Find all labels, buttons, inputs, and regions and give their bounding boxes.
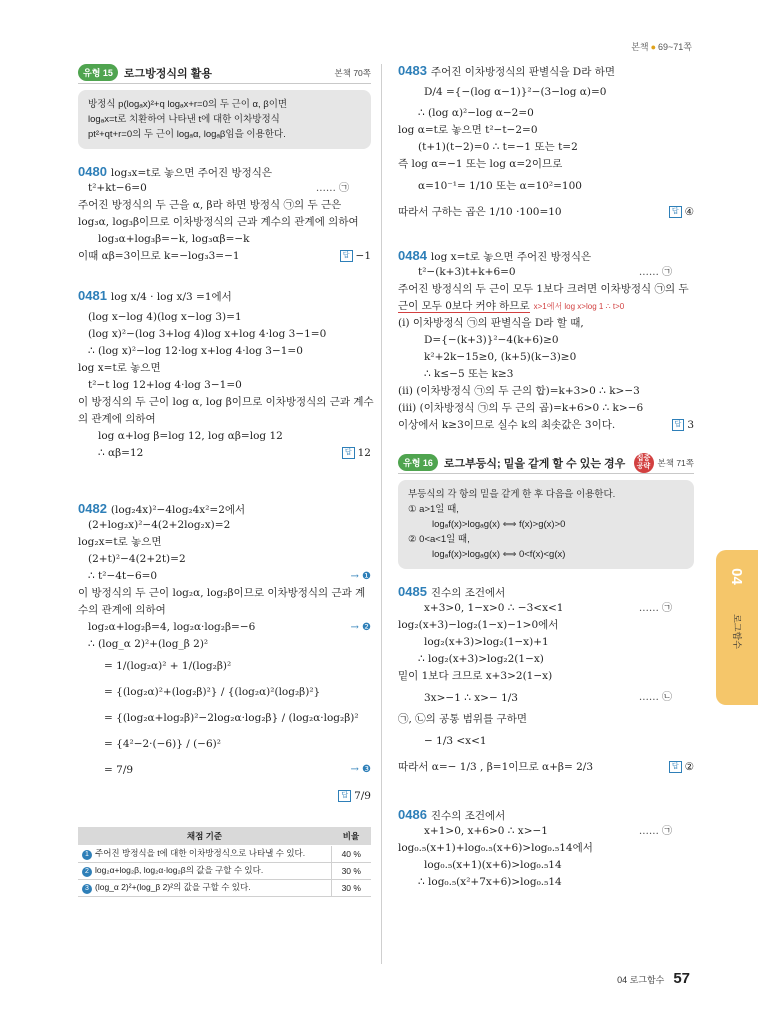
problem-number: 0483 — [398, 63, 427, 78]
answer: 답 ② — [669, 754, 694, 780]
answer: 답 3 — [672, 417, 694, 434]
problem-0486: 0486 진수의 조건에서 x+1>0, x+6>0 ∴ x>−1 …… ㉠ log₀.₅(x+1)+log₀.₅(x+6)>log₀.₅14에서 log₀.₅(x+1)(x+6)>log₀.₅14 ∴ log₀.₅(x²+7x+6)>log₀.₅14 — [398, 807, 672, 888]
problem-number: 0486 — [398, 807, 427, 822]
problem-number: 0484 — [398, 248, 427, 263]
margin-note: x>1에서 log x>log 1 ∴ t>0 — [533, 302, 625, 311]
step-number-icon: 2 — [82, 867, 92, 877]
left-column — [78, 62, 374, 897]
problem-0485: 0485 진수의 조건에서 x+3>0, 1−x>0 ∴ −3<x<1 …… ㉠ log₂(x+3)−log₂(1−x)−1>0에서 log₂(x+3)>log₂(1−x)+1 ∴ log₂(x+3)>log₂2(1−x) 밑이 1보다 크므로 x+3>2(1−x) 3x>−1 ∴ x>− 1/3 …… ㉡ ㉠, ㉡의 공통 범위를 구하면 − 1/3 <x<1 따라서 α=− 1/3 , β=1이므로 α+β= 2/3 답 ② — [398, 583, 694, 780]
type16-header — [398, 452, 694, 474]
problem-number: 0481 — [78, 288, 107, 303]
problem-number: 0485 — [398, 584, 427, 599]
answer: 답 7/9 — [338, 783, 371, 809]
problem-number: 0482 — [78, 501, 107, 516]
table-row: 2 log₂α+log₂β, log₂α·log₂β의 값을 구할 수 있다. 30 % — [78, 862, 371, 879]
footer-chapter-label: 04 로그함수 — [617, 975, 665, 985]
answer-icon: 답 — [669, 761, 682, 773]
type16-summary: 부등식의 각 항의 밑을 같게 한 후 다음을 이용한다. ① a>1일 때, logₐf(x)>logₐg(x) ⟺ f(x)>g(x)>0 ② 0<a<1일 때, logₐf(x)>logₐg(x) ⟺ 0<f(x)<g(x) — [398, 480, 694, 569]
grading-header-ratio: 비율 — [331, 827, 371, 845]
page-reference: 본책 ● 69~71쪽 — [631, 42, 692, 52]
table-row: 3 (log_α 2)²+(log_β 2)²의 값을 구할 수 있다. 30 % — [78, 879, 371, 896]
type15-badge: 유형 15 — [78, 64, 118, 81]
answer: 답 12 — [342, 445, 371, 462]
answer-icon: 답 — [338, 790, 351, 802]
right-column — [398, 62, 694, 909]
type15-title: 로그방정식의 활용 — [123, 67, 212, 80]
type15-header — [78, 62, 371, 84]
answer-icon: 답 — [669, 206, 682, 218]
step-number-icon: 3 — [82, 884, 92, 894]
page-number: 57 — [673, 970, 690, 987]
problem-0480: 0480 log₃x=t로 놓으면 주어진 방정식은 t²+kt−6=0 …… ㉠ 주어진 방정식의 두 근을 α, β라 하면 방정식 ㉠의 두 근은 log₃α, log₃β이므로 이차방정식의 근과 계수의 관계에 의하여 log₃α+log₃β=−k, log₃αβ=−k 이때 αβ=3이므로 k=−log₃3=−1 답 −1 — [78, 163, 371, 265]
problem-0482: 0482 (log₂4x)²−4log₂4x²=2에서 (2+log₂x)²−4(2+2log₂x)=2 log₂x=t로 놓으면 (2+t)²−4(2+2t)=2 ∴ t²−4t−6=0 → ❶ 이 방정식의 두 근이 log₂α, log₂β이므로 이차방정식의 근과 계 수의 관계에 의하여 log₂α+log₂β=4, log₂α·log₂β=−6 → ❷ ∴ (log_α 2)²+(log_β 2)² = 1/(log₂α)² + 1/(log₂β)² = {(log₂α)²+(log₂β)²} / {(log₂α)²(log₂β)²} = {(log₂α+log₂β)²−2log₂α·log₂β} / (log₂α·log₂β)² = {4²−2·(−6)} / (−6)² = 7/9 → ❸ 답 7/9 — [78, 500, 371, 809]
problem-0483: 0483 주어진 이차방정식의 판별식을 D라 하면 D/4 ={−(log α−1)}²−(3−log α)=0 ∴ (log α)²−log α−2=0 log α=t로 놓으면 t²−t−2=0 (t+1)(t−2)=0 ∴ t=−1 또는 t=2 즉 log α=−1 또는 log α=2이므로 α=10⁻¹= 1/10 또는 α=10²=100 따라서 구하는 곱은 1/10 ·100=10 답 ④ — [398, 62, 694, 225]
grading-header-criteria: 채점 기준 — [78, 827, 331, 845]
problem-0481: 0481 log x/4 · log x/3 =1에서 (log x−log 4)(log x−log 3)=1 (log x)²−(log 3+log 4)log x+log 4·log 3−1=0 ∴ (log x)²−log 12·log x+log 4·log 3−1=0 log x=t로 놓으면 t²−t log 12+log 4·log 3−1=0 이 방정식의 두 근이 log α, log β이므로 이차방정식의 근과 계수 의 관계에 의하여 log α+log β=log 12, log αβ=log 12 ∴ αβ=12 답 12 — [78, 283, 371, 462]
table-row: 1 주어진 방정식을 t에 대한 이차방정식으로 나타낼 수 있다. 40 % — [78, 845, 371, 862]
type15-ref: 본책 70쪽 — [334, 67, 371, 78]
answer-icon: 답 — [342, 447, 355, 459]
answer: 답 ④ — [669, 199, 694, 225]
page-footer — [617, 970, 690, 987]
step-number-icon: 1 — [82, 850, 92, 860]
grading-table — [78, 827, 371, 897]
chapter-number: 04 — [727, 568, 745, 585]
type16-ref: 본책 71쪽 — [657, 457, 694, 468]
chapter-label: 로그함수 — [731, 614, 742, 649]
problem-0484: 0484 log x=t로 놓으면 주어진 방정식은 t²−(k+3)t+k+6=0 …… ㉠ 주어진 방정식의 두 근이 모두 1보다 크려면 이차방정식 ㉠의 두 근이 모두 0보다 커야 하므로 x>1에서 log x>log 1 ∴ t>0 (i) 이차방정식 ㉠의 판별식을 D라 할 때, D={−(k+3)}²−4(k+6)≥0 k²+2k−15≥0, (k+5)(k−3)≥0 ∴ k≤−5 또는 k≥3 (ii) (이차방정식 ㉠의 두 근의 합)=k+3>0 ∴ k>−3 (iii) (이차방정식 ㉠의 두 근의 곱)=k+6>0 ∴ k>−6 이상에서 k≥3이므로 실수 k의 최솟값은 3이다. 답 3 — [398, 247, 694, 434]
focus-badge: 집중 공략 — [634, 453, 654, 473]
bullet-dot-icon: ● — [650, 42, 657, 52]
type15-summary: 방정식 p(logₐx)²+q logₐx+r=0의 두 근이 α, β이면 logₐx=t로 치환하여 나타낸 t에 대한 이차방정식 pt²+qt+r=0의 두 근이 logₐα, logₐβ임을 이용한다. — [78, 90, 371, 149]
problem-number: 0480 — [78, 164, 107, 179]
answer-icon: 답 — [672, 419, 685, 431]
column-divider — [381, 64, 382, 964]
chapter-side-tab[interactable] — [716, 550, 758, 705]
type16-badge: 유형 16 — [398, 454, 438, 471]
answer-icon: 답 — [340, 250, 353, 262]
type16-title: 로그부등식; 밑을 같게 할 수 있는 경우 — [443, 457, 626, 470]
answer: 답 −1 — [340, 248, 371, 265]
